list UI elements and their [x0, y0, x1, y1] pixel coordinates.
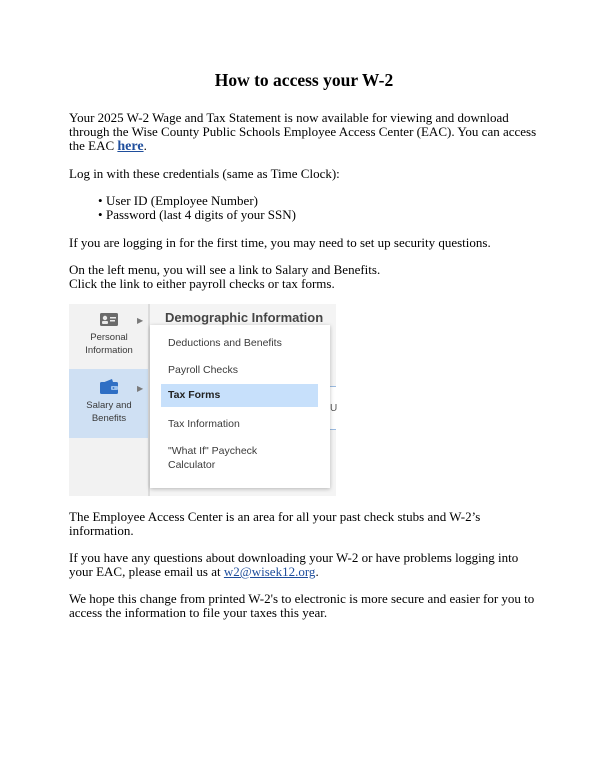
list-item	[69, 194, 296, 208]
salary-label-line-1: Salary and	[86, 400, 132, 411]
what-if-line-1: "What If" Paycheck	[168, 445, 258, 457]
personal-label-line-1: Personal	[90, 332, 128, 343]
menu-item-tax-forms[interactable]: Tax Forms	[161, 384, 318, 407]
sidebar-item-salary-and-benefits	[69, 369, 149, 438]
menu-line-1: On the left menu, you will see a link to Salary and Benefits.	[69, 262, 381, 277]
menu-item-tax-information[interactable]: Tax Information	[168, 418, 240, 430]
menu-line-2: Click the link to either payroll checks or tax forms.	[69, 276, 335, 291]
wallet-icon	[100, 379, 118, 394]
questions-paragraph	[69, 551, 539, 579]
id-card-icon	[100, 313, 118, 326]
sidebar-item-personal-information	[69, 304, 149, 368]
chevron-right-icon: ▶	[137, 384, 144, 393]
what-if-line-2: Calculator	[168, 459, 216, 471]
menu-item-deductions-and-benefits[interactable]: Deductions and Benefits	[168, 337, 282, 349]
personal-label-line-2: Information	[85, 345, 133, 356]
menu-paragraph	[69, 263, 539, 291]
eac-menu-screenshot	[69, 304, 336, 496]
questions-text: If you have any questions about downloading your W-2 or have problems logging into your EAC, please email us at	[69, 550, 519, 579]
intro-suffix: .	[143, 138, 147, 153]
menu-item-payroll-checks[interactable]: Payroll Checks	[168, 364, 239, 376]
eac-here-link[interactable]: here	[117, 139, 144, 154]
salary-benefits-dropdown	[150, 325, 330, 488]
first-time-paragraph: If you are logging in for the first time, you may need to set up security questions.	[69, 235, 491, 250]
salary-label-line-2: Benefits	[91, 413, 127, 424]
intro-paragraph	[69, 111, 539, 154]
background-page-title: Demographic Information	[165, 310, 324, 325]
support-email-link[interactable]: w2@wisek12.org	[223, 564, 316, 579]
credential-user-id: User ID (Employee Number)	[106, 193, 258, 208]
closing-paragraph: We hope this change from printed W-2's to electronic is more secure and easier for you to access the information to file your taxes this year.	[69, 591, 535, 620]
chevron-right-icon: ▶	[137, 316, 144, 325]
credential-password: Password (last 4 digits of your SSN)	[106, 207, 296, 222]
questions-suffix: .	[315, 564, 319, 579]
intro-text: Your 2025 W-2 Wage and Tax Statement is now available for viewing and download through the Wise County Public Schools Employee Access Center (EAC). You can access the EAC	[69, 110, 537, 153]
list-item	[69, 208, 296, 222]
credentials-list	[69, 194, 296, 222]
eac-paragraph: The Employee Access Center is an area for all your past check stubs and W-2’s information.	[69, 509, 481, 538]
page-title: How to access your W-2	[214, 70, 394, 90]
login-paragraph: Log in with these credentials (same as Time Clock):	[69, 166, 340, 181]
background-fragment: U	[330, 403, 338, 414]
menu-item-what-if-paycheck-calculator[interactable]	[161, 444, 318, 472]
